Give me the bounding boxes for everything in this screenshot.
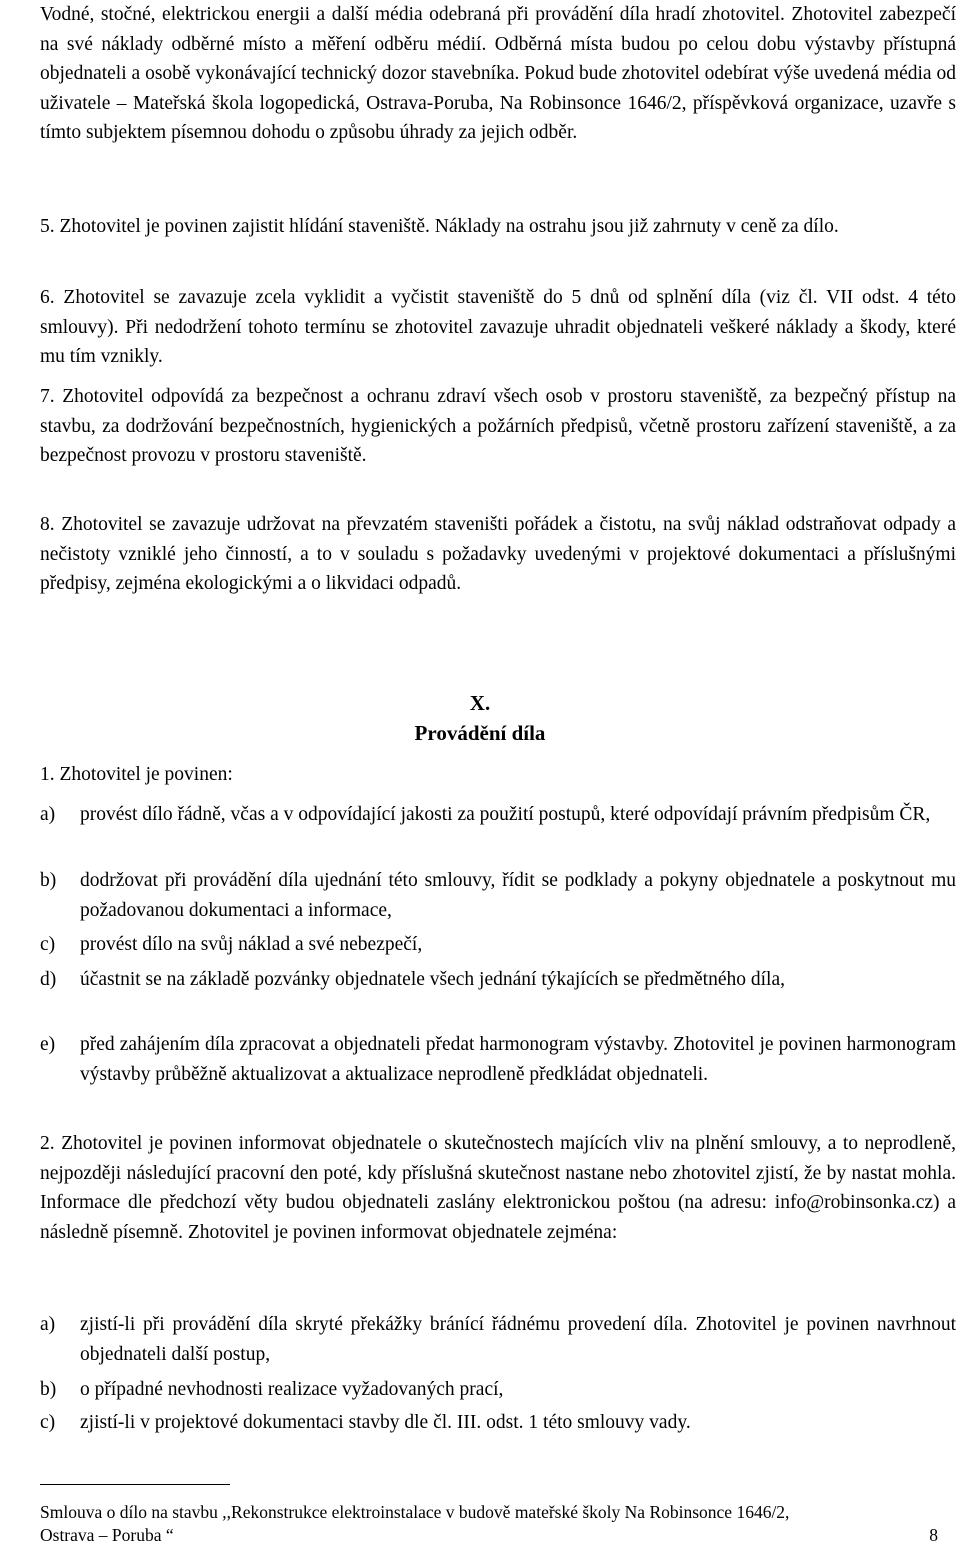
- list-item-label: a): [40, 804, 56, 825]
- page-number: 8: [929, 1525, 938, 1545]
- item-1-intro: 1. Zhotovitel je povinen:: [40, 764, 233, 785]
- list-item-text: dodržovat při provádění díla ujednání této smlouvy, řídit se podklady a pokyny objednatele a poskytnout mu požadovanou dokumentaci a informace,: [80, 870, 956, 921]
- list-item-label: e): [40, 1034, 56, 1055]
- list-item: [40, 866, 956, 925]
- footer-location: Ostrava – Poruba “: [40, 1525, 174, 1545]
- footer-line-1: Smlouva o dílo na stavbu ,,Rekonstrukce elektroinstalace v budově mateřské školy Na Robinsonce 1646/2,: [40, 1502, 790, 1522]
- list-item: [40, 930, 956, 960]
- list-item-label: c): [40, 934, 56, 955]
- list-item-text: provést dílo na svůj náklad a své nebezpečí,: [80, 934, 423, 955]
- list-item: [40, 1310, 956, 1369]
- section-title: Provádění díla: [414, 721, 546, 745]
- item-2-paragraph: 2. Zhotovitel je povinen informovat objednatele o skutečnostech majících vliv na plnění smlouvy, a to neprodleně, nejpozději následující pracovní den poté, kdy příslušná skutečnost nastane nebo zhotovitel zjistí, že by nastat mohla. Informace dle předchozí věty budou objednateli zaslány elektronickou poštou (na adresu: info@robinsonka.cz) a následně písemně. Zhotovitel je povinen informovat objednatele zejména:: [40, 1133, 956, 1243]
- paragraph-8: 8. Zhotovitel se zavazuje udržovat na převzatém staveništi pořádek a čistotu, na svůj náklad odstraňovat odpady a nečistoty vzniklé jeho činností, a to v souladu s požadavky uvedenými v projektové dokumentaci a příslušnými předpisy, zejména ekologickými a o likvidaci odpadů.: [40, 514, 956, 594]
- list-item-text: účastnit se na základě pozvánky objednatele všech jednání týkajících se předmětného díla,: [80, 969, 785, 990]
- list-item-label: d): [40, 969, 57, 990]
- list-item-text: o případné nevhodnosti realizace vyžadovaných prací,: [80, 1379, 504, 1400]
- list-item-label: b): [40, 1379, 57, 1400]
- list-item-label: b): [40, 870, 57, 891]
- paragraph-5: 5. Zhotovitel je povinen zajistit hlídání staveniště. Náklady na ostrahu jsou již zahrnuty v ceně za dílo.: [40, 216, 839, 237]
- section-number: X.: [469, 691, 491, 715]
- list-item-text: zjistí-li při provádění díla skryté překážky bránící řádnému provedení díla. Zhotovitel je povinen navrhnout objednateli další postup,: [80, 1314, 956, 1365]
- list-item-label: c): [40, 1412, 56, 1433]
- paragraph-6: 6. Zhotovitel se zavazuje zcela vyklidit a vyčistit staveniště do 5 dnů od splnění díla (viz čl. VII odst. 4 této smlouvy). Při nedodržení tohoto termínu se zhotovitel zavazuje uhradit objednateli veškeré náklady a škody, které mu tím vznikly.: [40, 287, 956, 367]
- paragraph-7: 7. Zhotovitel odpovídá za bezpečnost a ochranu zdraví všech osob v prostoru staveniště, za bezpečný přístup na stavbu, za dodržování bezpečnostních, hygienických a požárních předpisů, včetně prostoru zařízení staveniště, a za bezpečnost provozu v prostoru staveniště.: [40, 386, 956, 466]
- list-item-label: a): [40, 1314, 56, 1335]
- list-item: [40, 1375, 956, 1405]
- footer-divider: [40, 1484, 230, 1485]
- list-item: [40, 1408, 956, 1438]
- paragraph-4-continuation: Vodné, stočné, elektrickou energii a další média odebraná při provádění díla hradí zhotovitel. Zhotovitel zabezpečí na své náklady odběrné místo a měření odběru médií. Odběrná místa budou po celou dobu výstavby přístupná objednateli a osobě vykonávající technický dozor stavebníka. Pokud bude zhotovitel odebírat výše uvedená média od uživatele – Mateřská škola logopedická, Ostrava-Poruba, Na Robinsonce 1646/2, příspěvková organizace, uzavře s tímto subjektem písemnou dohodu o způsobu úhrady za jejich odběr.: [40, 4, 956, 143]
- list-item: [40, 1030, 956, 1089]
- list-item-text: provést dílo řádně, včas a v odpovídající jakosti za použití postupů, které odpovídají právním předpisům ČR,: [80, 804, 931, 825]
- footer-line-2: [40, 1523, 956, 1548]
- list-item-text: zjistí-li v projektové dokumentaci stavby dle čl. III. odst. 1 této smlouvy vady.: [80, 1412, 691, 1433]
- list-item: [40, 965, 956, 995]
- list-item-text: před zahájením díla zpracovat a objednateli předat harmonogram výstavby. Zhotovitel je povinen harmonogram výstavby průběžně aktualizovat a aktualizace neprodleně předkládat objednateli.: [80, 1034, 956, 1085]
- list-item: [40, 800, 956, 830]
